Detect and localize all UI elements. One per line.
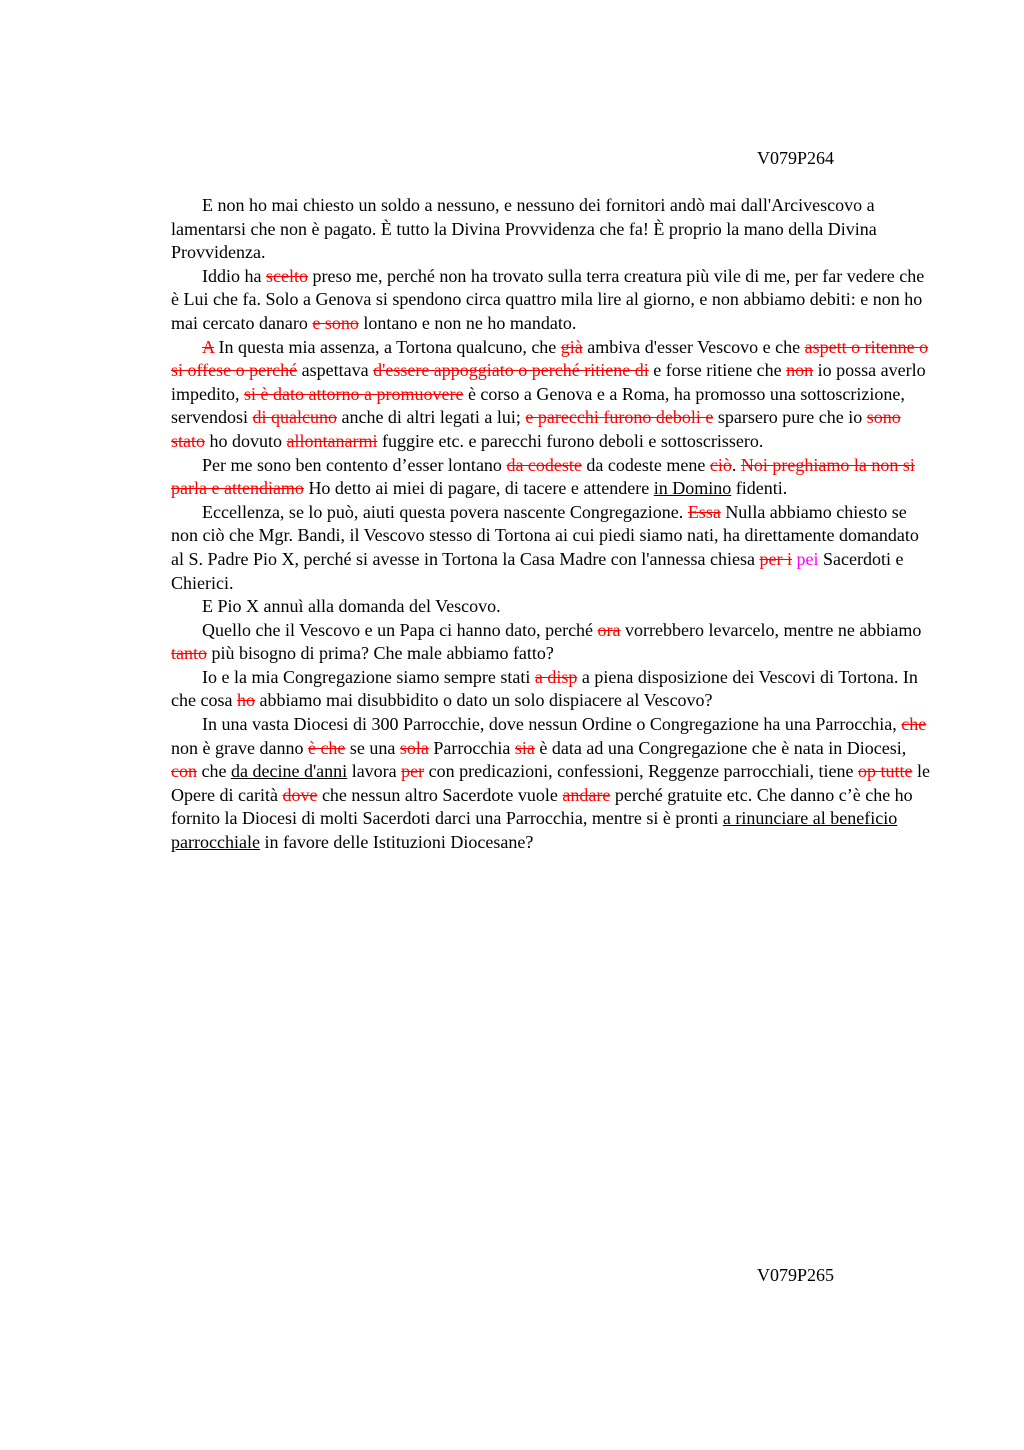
paragraph bbox=[171, 501, 933, 595]
deleted-text: di qualcuno bbox=[252, 407, 337, 428]
paragraph bbox=[171, 454, 933, 501]
text-segment: Per me sono ben contento d’esser lontano bbox=[202, 454, 507, 475]
deleted-text: è che bbox=[307, 737, 346, 758]
deleted-text: dove bbox=[282, 784, 318, 805]
text-segment: più bisogno di prima? Che male abbiamo fatto? bbox=[207, 643, 554, 664]
text-segment: a piena disposizione dei Vescovi di Tortona. In che cosa bbox=[171, 666, 918, 711]
deleted-text: sola bbox=[399, 737, 429, 758]
text-segment: Iddio ha bbox=[202, 265, 266, 286]
deleted-text: sono stato bbox=[171, 407, 901, 451]
text-segment: Ho detto ai miei di pagare, di tacere e attendere bbox=[303, 478, 654, 499]
underlined-text: da decine d'anni bbox=[230, 761, 348, 782]
text-segment: aspettava bbox=[297, 360, 374, 381]
paragraph bbox=[171, 713, 933, 855]
deleted-text: per i bbox=[759, 548, 792, 569]
text-segment: Nulla abbiamo chiesto se non ciò che Mgr. Bandi, il Vescovo stesso di Tortona ai cui piedi siamo nati, ha direttamente domandato al S. Padre Pio X, perché si avesse in Tortona la Casa Madre con l'annessa chiesa bbox=[171, 501, 919, 569]
deleted-text: e sono bbox=[312, 312, 359, 333]
deleted-text: si è dato attorno a promuovere bbox=[244, 383, 464, 404]
paragraph bbox=[171, 595, 933, 619]
deleted-text: ciò bbox=[709, 454, 732, 475]
text-segment: . bbox=[731, 454, 741, 475]
text-segment: sparsero pure che io bbox=[713, 407, 867, 428]
text-segment: è data ad una Congregazione che è nata in Diocesi, bbox=[534, 737, 907, 758]
text-segment: fuggire etc. e parecchi furono deboli e sottoscrissero. bbox=[377, 430, 764, 451]
deleted-text: da codeste bbox=[506, 454, 582, 475]
text-segment: ho dovuto bbox=[205, 430, 287, 451]
deleted-text: A bbox=[202, 336, 215, 357]
deleted-text: aspett o ritenne o si offese o perché bbox=[171, 336, 929, 381]
paragraph bbox=[171, 336, 933, 454]
text-segment: con predicazioni, confessioni, Reggenze parrocchiali, tiene bbox=[424, 761, 858, 782]
text-segment: Parrocchia bbox=[428, 737, 515, 758]
text-segment: lavora bbox=[347, 761, 402, 782]
text-segment: Quello che il Vescovo e un Papa ci hanno dato, perché bbox=[202, 619, 598, 640]
deleted-text: sia bbox=[514, 737, 535, 758]
text-segment: Eccellenza, se lo può, aiuti questa povera nascente Congregazione. bbox=[202, 501, 688, 522]
text-segment: ambiva d'esser Vescovo e che bbox=[582, 336, 805, 357]
text-segment: non è grave danno bbox=[171, 737, 308, 758]
text-segment: perché gratuite etc. Che danno c’è che ho fornito la Diocesi di molti Sacerdoti darci una Parrocchia, mentre si è pronti bbox=[171, 784, 913, 829]
text-segment: In una vasta Diocesi di 300 Parrocchie, dove nessun Ordine o Congregazione ha una Parrocchia, bbox=[202, 714, 902, 735]
paragraph bbox=[171, 619, 933, 666]
text-segment: da codeste mene bbox=[581, 454, 710, 475]
text-segment: preso me, perché non ha trovato sulla terra creatura più vile di me, per far vedere che è Lui che fa. Solo a Genova si spendono circa quattro mila lire al giorno, e non abbiamo debiti: e non ho mai cercato danaro bbox=[171, 265, 925, 333]
text-segment: vorrebbero levarcelo, mentre ne abbiamo bbox=[620, 619, 922, 640]
deleted-text: e parecchi furono deboli e bbox=[525, 407, 714, 428]
deleted-text: non bbox=[786, 360, 814, 381]
text-segment: E Pio X annuì alla domanda del Vescovo. bbox=[202, 596, 501, 617]
text-segment: in favore delle Istituzioni Diocesane? bbox=[259, 832, 534, 853]
deleted-text: con bbox=[171, 761, 197, 782]
paragraph bbox=[171, 265, 933, 336]
underlined-text: a rinunciare al beneficio parrocchiale bbox=[171, 808, 898, 853]
deleted-text: Noi preghiamo la non si parla e attendiamo bbox=[171, 454, 915, 499]
deleted-text: Essa bbox=[687, 501, 721, 522]
text-segment: che bbox=[197, 761, 231, 782]
text-segment: abbiamo mai disubbidito o dato un solo dispiacere al Vescovo? bbox=[254, 690, 713, 711]
letter-body bbox=[171, 194, 933, 855]
deleted-text: a disp bbox=[534, 666, 578, 687]
deleted-text: allontanarmi bbox=[286, 430, 378, 451]
text-segment: Sacerdoti e Chierici. bbox=[171, 548, 904, 593]
text-segment: fidenti. bbox=[731, 478, 788, 499]
deleted-text: che bbox=[901, 714, 927, 735]
page-header-code: V079P264 bbox=[757, 148, 835, 168]
text-segment: se una bbox=[345, 737, 400, 758]
deleted-text: andare bbox=[562, 784, 611, 805]
text-segment: lontano e non ne ho mandato. bbox=[358, 312, 577, 333]
paragraph bbox=[171, 666, 933, 713]
text-segment: io possa averlo impedito, bbox=[171, 360, 926, 404]
deleted-text: d'essere appoggiato o perché ritiene di bbox=[373, 360, 649, 381]
deleted-text: già bbox=[560, 336, 583, 357]
text-segment: Io e la mia Congregazione siamo sempre stati bbox=[202, 666, 535, 687]
underlined-text: in Domino bbox=[653, 478, 732, 499]
inserted-text: pei bbox=[796, 548, 819, 569]
text-segment: le Opere di carità bbox=[171, 761, 930, 805]
deleted-text: tanto bbox=[171, 643, 207, 664]
page-footer-code: V079P265 bbox=[757, 1265, 835, 1285]
deleted-text: ho bbox=[236, 690, 255, 711]
text-segment: In questa mia assenza, a Tortona qualcuno, che bbox=[214, 336, 561, 357]
text-segment: e forse ritiene che bbox=[648, 360, 787, 381]
paragraph bbox=[171, 194, 933, 265]
deleted-text: scelto bbox=[265, 265, 308, 286]
text-segment: anche di altri legati a lui; bbox=[336, 407, 526, 428]
deleted-text: per bbox=[401, 761, 425, 782]
text-segment: E non ho mai chiesto un soldo a nessuno, e nessuno dei fornitori andò mai dall'Arcivescovo a lamentarsi che non è pagato. È tutto la Divina Provvidenza che fa! È proprio la mano della Divina Provvidenza. bbox=[171, 195, 877, 263]
text-segment: che nessun altro Sacerdote vuole bbox=[317, 784, 563, 805]
deleted-text: op tutte bbox=[857, 761, 913, 782]
text-segment: è corso a Genova e a Roma, ha promosso una sottoscrizione, servendosi bbox=[171, 383, 905, 428]
deleted-text: ora bbox=[597, 619, 621, 640]
